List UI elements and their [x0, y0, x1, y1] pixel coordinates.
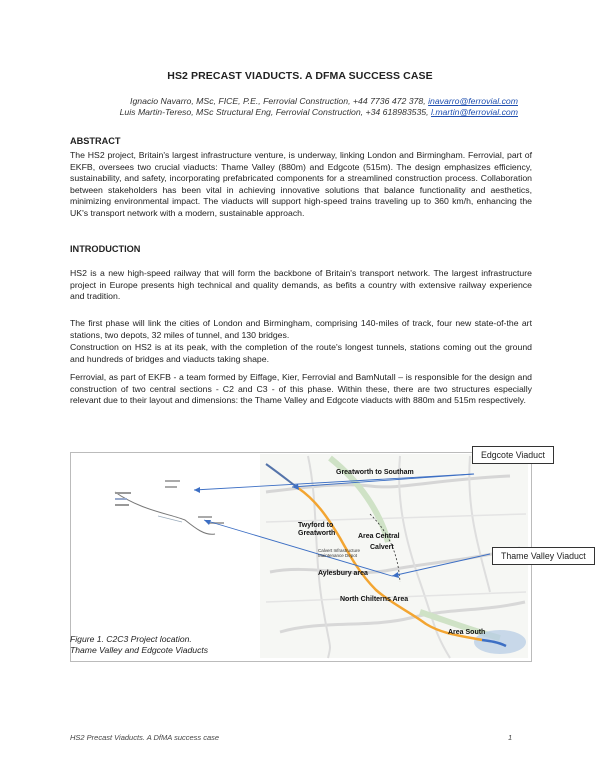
page-title: HS2 PRECAST VIADUCTS. A DFMA SUCCESS CASE: [167, 70, 433, 82]
label-area-south: Area South: [448, 629, 486, 636]
figure-1: [70, 450, 586, 662]
intro-paragraph-3: Ferrovial, as part of EKFB - a team formed by Eiffage, Kier, Ferrovial and BamNutall – is responsible for the design and construction of two central sections - C2 and C3 - of this phase. Within these, there are two structures especially relevant due to their layout and dimensions: the Thame Valley and Edgcote viaducts with 880m and 515m respectively.: [70, 372, 532, 406]
footer-title: HS2 Precast Viaducts. A DfMA success case: [70, 733, 220, 742]
intro-paragraph-2b: Construction on HS2 is at its peak, with the completion of the route's longest tunnels, stations coming out the ground and hundreds of bridges and viaducts taking shape.: [70, 342, 532, 364]
label-area-central: Area Central: [358, 533, 400, 540]
label-calvert: Calvert: [370, 544, 394, 551]
intro-paragraph-2a: The first phase will link the cities of London and Birmingham, comprising 140-miles of track, four new state-of-the art stations, two depots, 32 miles of tunnel, and 130 bridges.: [70, 318, 532, 340]
author-2-email-link[interactable]: l.martin@ferrovial.com: [430, 107, 518, 117]
label-twyford-greatworth: Twyford to Greatworth: [298, 522, 336, 537]
abstract-heading: ABSTRACT: [70, 136, 121, 146]
corridor-map: [260, 454, 528, 658]
abstract-text: The HS2 project, Britain's largest infrastructure venture, is underway, linking London and Birmingham. Ferrovial, part of EKFB, oversees two crucial viaducts: Thame Valley (880m) and Edgcote (515m). The design emphasizes efficiency, sustainability, and safety, incorporating prefabricated components for a streamlined construction process. Collaboration between stakeholders has been vital in achieving innovative solutions that balance functionality and aesthetics, minimizing environmental impact. The viaducts will support high-speed trains traveling up to 360 km/h, enhancing the UK's transport network with a modern, sustainable approach.: [70, 150, 532, 218]
figure-caption-line-2: Thame Valley and Edgcote Viaducts: [70, 645, 209, 655]
author-line-1: [130, 96, 518, 106]
edgcote-viaduct-callout: Edgcote Viaduct: [472, 446, 554, 464]
label-calvert-depot: Calvert Infrastructure Maintenance Depot: [318, 548, 361, 558]
introduction-heading: INTRODUCTION: [70, 244, 141, 254]
author-line-2: [120, 107, 518, 117]
label-greatworth-southam: Greatworth to Southam: [336, 469, 414, 476]
thame-valley-viaduct-callout: Thame Valley Viaduct: [492, 547, 595, 565]
label-north-chilterns-area: North Chilterns Area: [340, 596, 409, 603]
author-1-email-link[interactable]: inavarro@ferrovial.com: [428, 96, 518, 106]
overview-schematic: [115, 480, 224, 534]
intro-paragraph-1: HS2 is a new high-speed railway that will form the backbone of Britain's transport network. The largest infrastructure project in Europe presents high technical and quality demands, as befits a country with extensive railway experience and tradition.: [70, 268, 532, 302]
author-1-text: Ignacio Navarro, MSc, FICE, P.E., Ferrovial Construction, +44 7736 472 378,: [130, 96, 429, 106]
author-2-text: Luis Martin-Tereso, MSc Structural Eng, Ferrovial Construction, +34 618983535,: [119, 107, 431, 117]
page-number: 1: [508, 733, 513, 742]
figure-caption-line-1: Figure 1. C2C3 Project location.: [70, 634, 192, 644]
label-aylesbury-area: Aylesbury area: [318, 570, 368, 577]
